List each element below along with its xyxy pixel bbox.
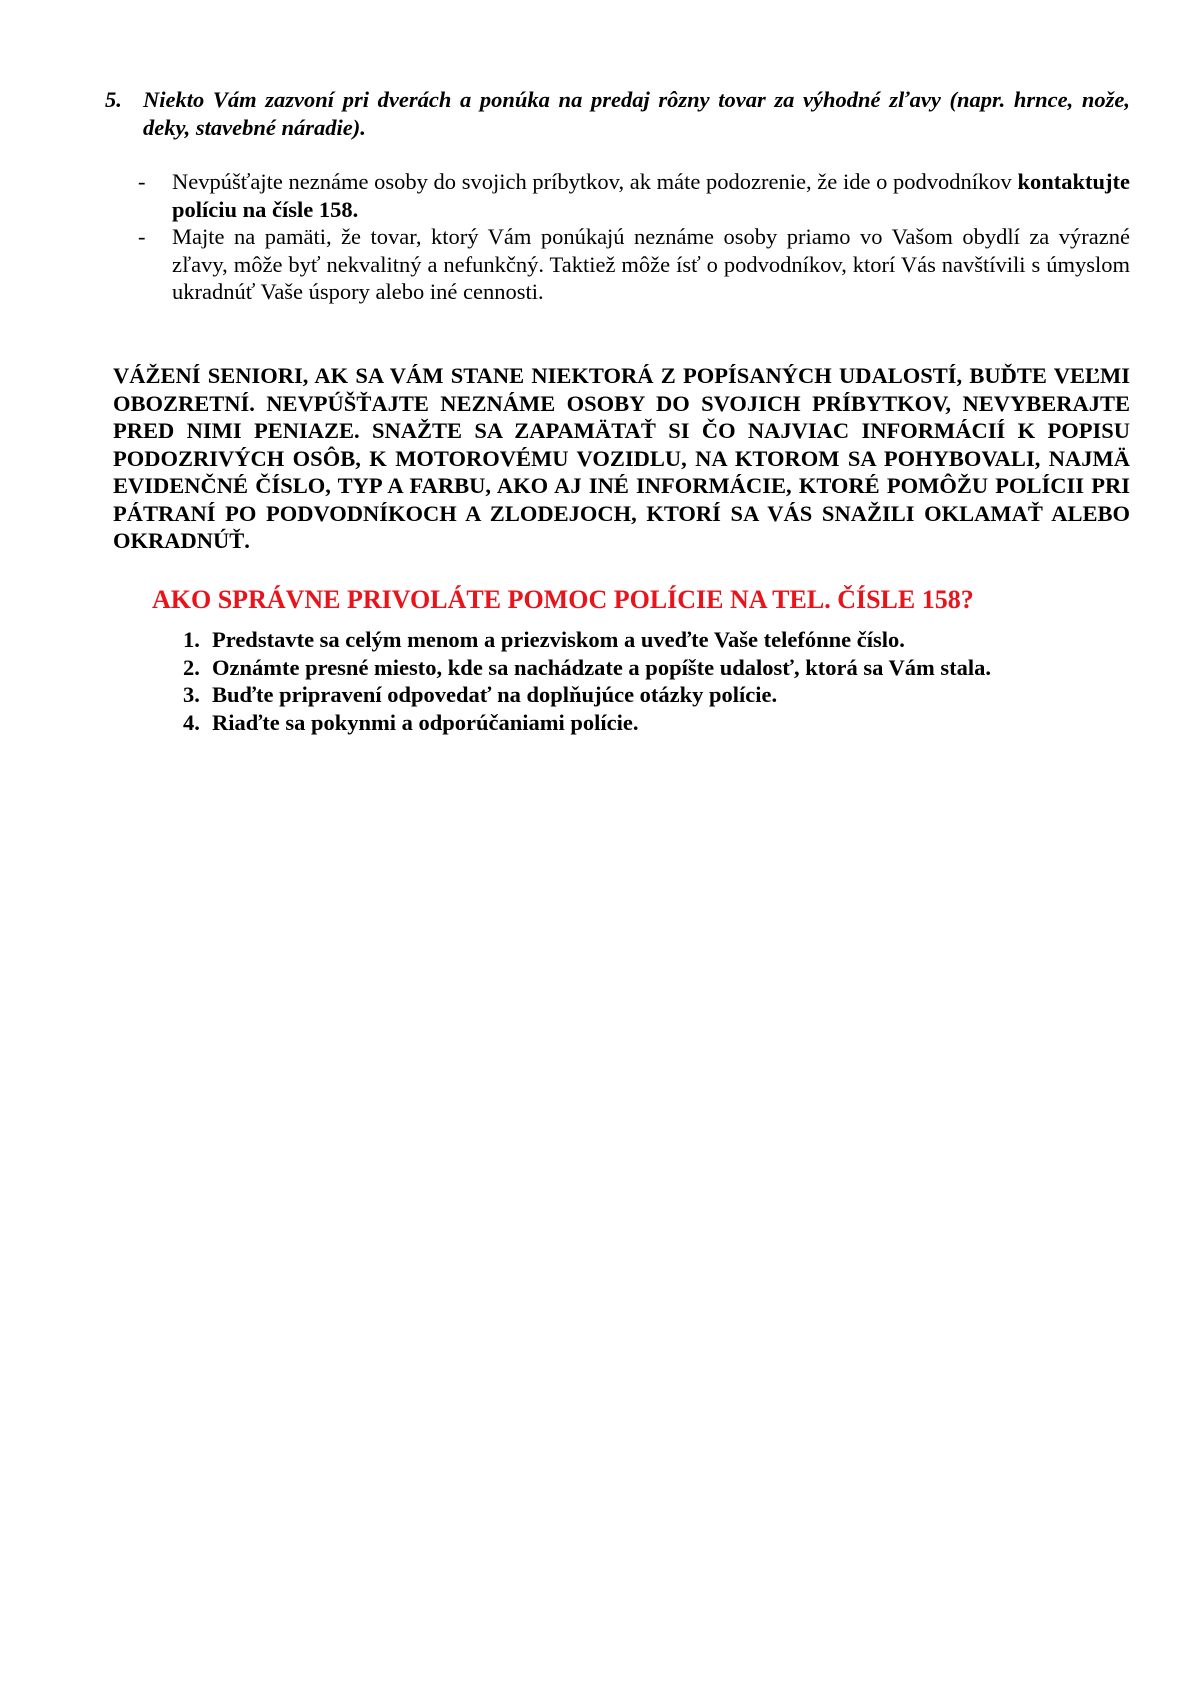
step-text: Buďte pripravení odpovedať na doplňujúce otázky polície. [212, 682, 778, 707]
step-number: 1. [183, 627, 200, 652]
step-text: Oznámte presné miesto, kde sa nachádzate a popíšte udalosť, ktorá sa Vám stala. [212, 654, 992, 680]
step-text: Riaďte sa pokynmi a odporúčaniami polície. [212, 709, 639, 735]
section-number: 5. [105, 87, 122, 112]
step-item [183, 681, 1133, 709]
bullet-dash: - [138, 224, 146, 249]
bullet-dash: - [138, 169, 146, 194]
step-number: 2. [183, 654, 200, 680]
advice-item [138, 223, 1130, 306]
step-item [183, 654, 1133, 682]
advice-item [138, 168, 1130, 223]
advice-text: Majte na pamäti, že tovar, ktorý Vám ponúkajú neznáme osoby priamo vo Vašom obydlí za výrazné zľavy, môže byť nekvalitný a nefunkčný. Taktiež môže ísť o podvodníkov, ktorí Vás navštívili s úmyslom ukradnúť Vaše úspory alebo iné cennosti. [172, 224, 1130, 304]
steps-list [183, 626, 1133, 736]
step-item [183, 626, 1133, 654]
section-5 [105, 86, 1130, 142]
howto-heading: AKO SPRÁVNE PRIVOLÁTE POMOC POLÍCIE NA TEL. ČÍSLE 158? [152, 585, 974, 614]
advice-text: Nevpúšťajte neznáme osoby do svojich príbytkov, ak máte podozrenie, že ide o podvodníkov [172, 169, 1018, 194]
advice-emphasis: kontaktujte políciu na čísle 158. [172, 169, 1130, 222]
advice-list [138, 168, 1130, 306]
step-item [183, 709, 1133, 737]
section-heading: Niekto Vám zazvoní pri dverách a ponúka na predaj rôzny tovar za výhodné zľavy (napr. hrnce, nože, deky, stavebné náradie). [143, 87, 1130, 140]
step-number: 4. [183, 709, 200, 735]
warning-paragraph: VÁŽENÍ SENIORI, AK SA VÁM STANE NIEKTORÁ Z POPÍSANÝCH UDALOSTÍ, BUĎTE VEĽMI OBOZRETNÍ. NEVPÚŠŤAJTE NEZNÁME OSOBY DO SVOJICH PRÍBYTKOV, NEVYBERAJTE PRED NIMI PENIAZE. SNAŽTE SA ZAPAMÄTAŤ SI ČO NAJVIAC INFORMÁCIÍ K POPISU PODOZRIVÝCH OSÔB, K MOTOROVÉMU VOZIDLU, NA KTOROM SA POHYBOVALI, NAJMÄ EVIDENČNÉ ČÍSLO, TYP A FARBU, AKO AJ INÉ INFORMÁCIE, KTORÉ POMÔŽU POLÍCII PRI PÁTRANÍ PO PODVODNÍKOCH A ZLODEJOCH, KTORÍ SA VÁS SNAŽILI OKLAMAŤ ALEBO OKRADNÚŤ. [113, 363, 1130, 553]
step-number: 3. [183, 682, 200, 707]
step-text: Predstavte sa celým menom a priezviskom a uveďte Vaše telefónne číslo. [212, 627, 905, 652]
